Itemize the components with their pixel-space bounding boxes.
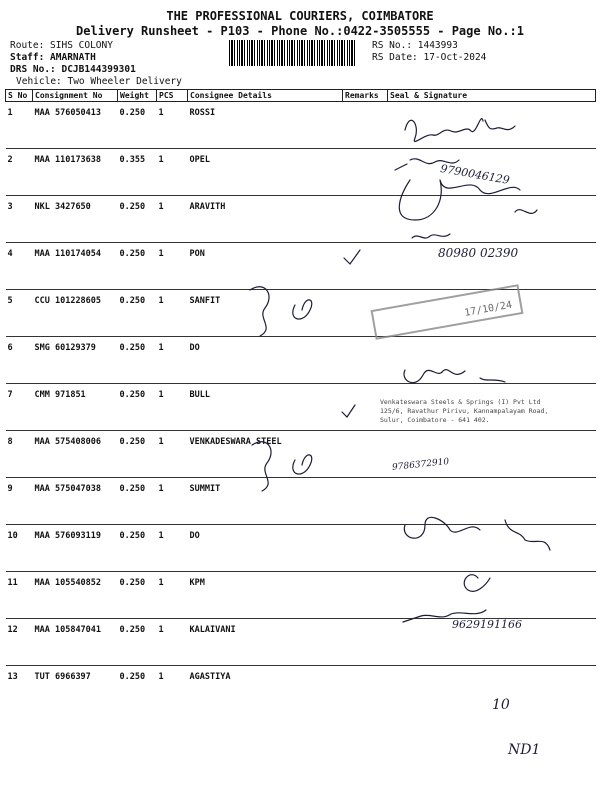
table-row <box>6 102 596 149</box>
table-row <box>6 337 596 384</box>
cell-consignment: CCU 101228605 <box>33 290 118 337</box>
cell-weight: 0.250 <box>118 384 157 431</box>
stamp-date: 17/10/24 <box>463 299 513 319</box>
runsheet-subtitle: Delivery Runsheet - P103 - Phone No.:0422-3505555 - Page No.:1 <box>76 24 524 38</box>
cell-weight: 0.250 <box>118 478 157 525</box>
cell-pcs: 1 <box>157 619 188 666</box>
cell-sno: 13 <box>7 672 18 682</box>
cell-remarks <box>343 619 388 666</box>
cell-seal <box>388 196 596 243</box>
cell-consignment: MAA 575047038 <box>33 478 118 525</box>
cell-weight: 0.250 <box>118 290 157 337</box>
cell-sno: 3 <box>6 196 33 243</box>
handwritten-phone-row10: 9786372910 <box>391 457 450 473</box>
cell-weight: 0.250 <box>118 196 157 243</box>
table-row <box>6 196 596 243</box>
rs-number: RS No.: 1443993 <box>372 40 458 51</box>
cell-remarks <box>343 102 388 149</box>
cell-consignment: MAA 110174054 <box>33 243 118 290</box>
cell-consignment: MAA 110173638 <box>33 149 118 196</box>
cell-consignee: OPEL <box>188 149 343 196</box>
cell-remarks <box>343 243 388 290</box>
cell-remarks <box>343 572 388 619</box>
cell-weight: 0.250 <box>118 525 157 572</box>
cell-sno: 12 <box>6 619 33 666</box>
col-header-sno: S No <box>6 90 33 102</box>
rs-date: RS Date: 17-Oct-2024 <box>372 52 487 63</box>
cell-consignee: AGASTIYA <box>189 672 231 682</box>
cell-weight: 0.250 <box>118 243 157 290</box>
cell-sno: 2 <box>6 149 33 196</box>
cell-pcs: 1 <box>157 478 188 525</box>
cell-weight: 0.250 <box>118 337 157 384</box>
handwritten-phone-row2: 9790046129 <box>439 162 511 187</box>
cell-seal <box>388 102 596 149</box>
cell-pcs: 1 <box>157 431 188 478</box>
col-header-consignment: Consignment No <box>33 90 118 102</box>
cell-sno: 4 <box>6 243 33 290</box>
vehicle-label: Vehicle: Two Wheeler Delivery <box>16 76 182 87</box>
company-title: THE PROFESSIONAL COURIERS, COIMBATORE <box>166 9 434 23</box>
cell-remarks <box>343 431 388 478</box>
cell-remarks <box>343 666 388 713</box>
cell-consignee: KPM <box>188 572 343 619</box>
cell-sno: 10 <box>6 525 33 572</box>
cell-consignee: BULL <box>188 384 343 431</box>
cell-seal <box>388 478 596 525</box>
cell-sno: 11 <box>6 572 33 619</box>
cell-consignment: MAA 105847041 <box>33 619 118 666</box>
table-row <box>6 149 596 196</box>
cell-weight: 0.250 <box>118 572 157 619</box>
cell-consignee: SANFIT <box>188 290 343 337</box>
cell-weight: 0.355 <box>118 149 157 196</box>
cell-sno: 6 <box>6 337 33 384</box>
cell-consignee: KALAIVANI <box>188 619 343 666</box>
handwritten-count: 10 <box>492 697 510 713</box>
cell-weight: 0.250 <box>119 672 146 682</box>
handwritten-phone-row13: 9629191166 <box>452 618 522 631</box>
cell-pcs: 1 <box>157 243 188 290</box>
cell-weight: 0.250 <box>118 431 157 478</box>
cell-seal <box>388 525 596 572</box>
cell-pcs: 1 <box>157 290 188 337</box>
cell-weight: 0.250 <box>118 619 157 666</box>
col-header-pcs: PCS <box>157 90 188 102</box>
col-header-weight: Weight <box>118 90 157 102</box>
cell-remarks <box>343 149 388 196</box>
staff-label: Staff: AMARNATH <box>10 52 96 63</box>
cell-pcs: 1 <box>157 149 188 196</box>
handwritten-note: ND1 <box>508 742 541 758</box>
cell-seal <box>388 431 596 478</box>
table-header-row <box>6 90 596 102</box>
company-stamp <box>380 398 548 425</box>
col-header-remarks: Remarks <box>343 90 388 102</box>
cell-consignee: DO <box>188 525 343 572</box>
handwritten-phone-row4: 80980 02390 <box>438 246 519 260</box>
cell-pcs: 1 <box>157 196 188 243</box>
cell-pcs: 1 <box>157 384 188 431</box>
barcode <box>229 40 357 66</box>
cell-consignment: TUT 6966397 <box>34 672 91 682</box>
cell-sno: 9 <box>6 478 33 525</box>
cell-consignment: MAA 576093119 <box>33 525 118 572</box>
cell-remarks <box>343 525 388 572</box>
cell-pcs: 1 <box>158 672 164 682</box>
cell-sno: 7 <box>6 384 33 431</box>
table-row <box>6 478 596 525</box>
cell-consignee: ARAVITH <box>188 196 343 243</box>
cell-sno: 1 <box>6 102 33 149</box>
cell-consignee: VENKADESWARA STEEL <box>188 431 343 478</box>
cell-remarks <box>343 196 388 243</box>
cell-consignee: PON <box>188 243 343 290</box>
company-stamp-line1: Venkateswara Steels & Springs (I) Pvt Ltd <box>380 398 541 406</box>
cell-consignment: MAA 576050413 <box>33 102 118 149</box>
cell-weight: 0.250 <box>118 102 157 149</box>
cell-consignee: DO <box>188 337 343 384</box>
company-stamp-line3: Sulur, Coimbatore - 641 402. <box>380 416 490 424</box>
cell-consignment: CMM 971851 <box>33 384 118 431</box>
drs-label: DRS No.: DCJB144399301 <box>10 64 136 75</box>
company-stamp-line2: 125/6, Ravathur Pirivu, Kannampalayam Road, <box>380 407 549 415</box>
cell-consignment: MAA 575408006 <box>33 431 118 478</box>
cell-seal <box>388 337 596 384</box>
cell-consignee: SUMMIT <box>188 478 343 525</box>
cell-pcs: 1 <box>157 572 188 619</box>
cell-pcs: 1 <box>157 525 188 572</box>
table-row <box>6 525 596 572</box>
cell-consignment: NKL 3427650 <box>33 196 118 243</box>
cell-consignment: MAA 105540852 <box>33 572 118 619</box>
col-header-consignee: Consignee Details <box>188 90 343 102</box>
cell-sno: 8 <box>6 431 33 478</box>
cell-pcs: 1 <box>157 102 188 149</box>
cell-seal <box>388 572 596 619</box>
col-header-seal: Seal & Signature <box>388 90 596 102</box>
cell-pcs: 1 <box>157 337 188 384</box>
cell-consignee: ROSSI <box>188 102 343 149</box>
table-row <box>6 431 596 478</box>
cell-sno: 5 <box>6 290 33 337</box>
table-row <box>6 572 596 619</box>
route-label: Route: SIHS COLONY <box>10 40 113 51</box>
cell-remarks <box>343 478 388 525</box>
cell-consignment: SMG 60129379 <box>33 337 118 384</box>
cell-remarks <box>343 337 388 384</box>
